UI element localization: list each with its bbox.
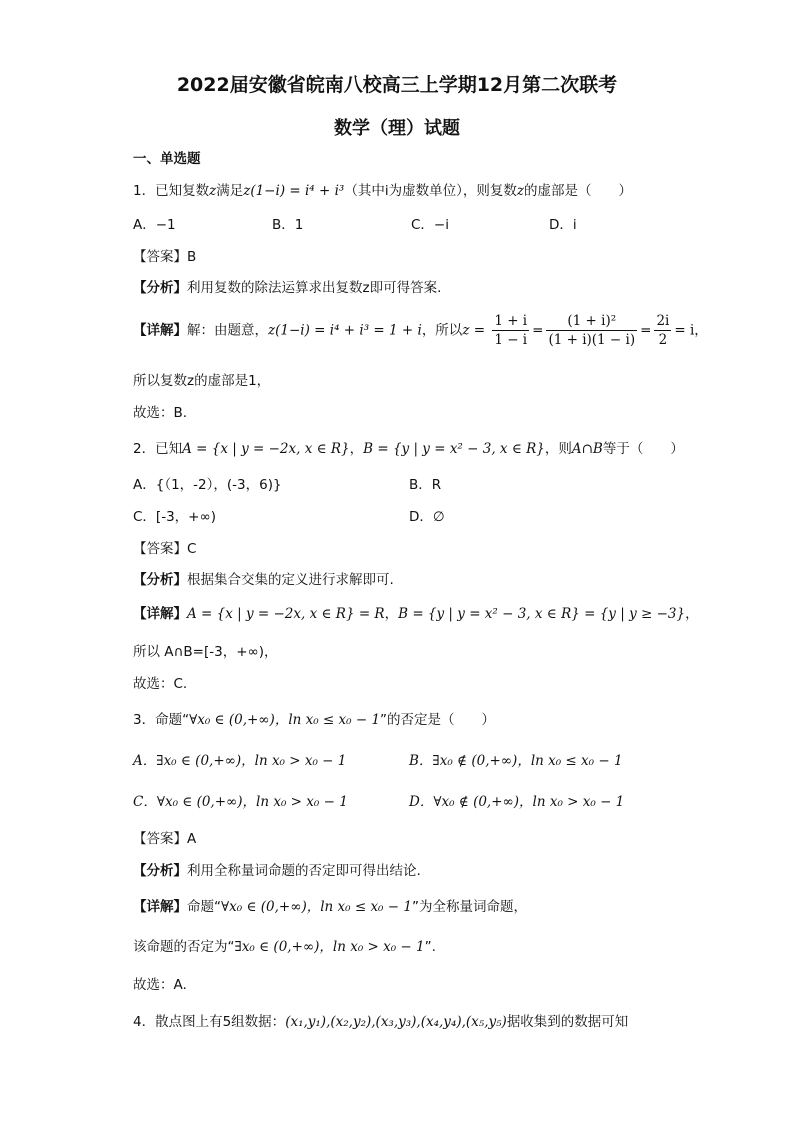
q2-conclusion: 所以 A∩B=[-3，+∞)， [133, 644, 278, 660]
q3-detail: 【详解】命题“∀x₀ ∈ (0,+∞)，ln x₀ ≤ x₀ − 1”为全称量词命题， [133, 899, 527, 915]
q3-choose: 故选：A. [133, 977, 187, 993]
q2-option-d: D．∅ [409, 509, 445, 525]
q1-stem: 1．已知复数z满足z(1−i) = i⁴ + i³（其中i为虚数单位），则复数z的虚部是（ ） [133, 183, 632, 199]
q3-answer: 【答案】A [133, 831, 197, 847]
q2-option-b: B．R [409, 477, 442, 493]
q3-option-a: A．∃x₀ ∈ (0,+∞)，ln x₀ > x₀ − 1 [133, 753, 347, 769]
q1-analysis: 【分析】利用复数的除法运算求出复数z即可得答案. [133, 280, 442, 296]
section-heading: 一、单选题 [133, 151, 201, 167]
q3-analysis: 【分析】利用全称量词命题的否定即可得出结论. [133, 863, 421, 879]
q3-negation: 该命题的否定为“∃x₀ ∈ (0,+∞)，ln x₀ > x₀ − 1”. [133, 939, 436, 955]
q1-option-c: C．−i [411, 217, 449, 233]
q2-stem: 2．已知A = {x | y = −2x, x ∈ R}，B = {y | y = x² − 3, x ∈ R}，则A∩B等于（ ） [133, 441, 684, 457]
q2-option-a: A．{（1，-2），(-3，6)} [133, 477, 282, 493]
q2-detail: 【详解】A = {x | y = −2x, x ∈ R} = R，B = {y | y = x² − 3, x ∈ R} = {y | y ≥ −3}， [133, 606, 699, 622]
q3-stem: 3．命题“∀x₀ ∈ (0,+∞)，ln x₀ ≤ x₀ − 1”的否定是（ ） [133, 712, 496, 728]
q3-option-b: B．∃x₀ ∉ (0,+∞)，ln x₀ ≤ x₀ − 1 [409, 753, 623, 769]
q1-conclusion: 所以复数z的虚部是1， [133, 373, 271, 389]
q1-fraction-3: $\frac{2i}{2}$ [656, 313, 670, 348]
document-title: 2022届安徽省皖南八校高三上学期12月第二次联考 [176, 74, 618, 96]
q1-fraction-2: $\frac{\text{(1 + i)²}}{(1 + i)(1 - i)}$ [548, 313, 636, 348]
q1-choose: 故选：B. [133, 405, 188, 421]
q2-options-row2 [133, 505, 693, 525]
q4-stem: 4．散点图上有5组数据：(x₁,y₁),(x₂,y₂),(x₃,y₃),(x₄,y₄),(x₅,y₅)据收集到的数据可知 [133, 1014, 629, 1030]
q2-answer: 【答案】C [133, 541, 197, 557]
q2-options-row1 [133, 473, 693, 493]
q1-option-b: B．1 [272, 217, 304, 233]
q1-detail: 【详解】解：由题意，z(1−i) = i⁴ + i³ = 1 + i，所以z = $\frac{1 + i}{1 - i}$ = $\frac{\text{(1 + i)²}}{(1 + i)(1 - i)}$ = $\frac{2i}{2}$ = i， [133, 313, 708, 348]
q2-choose: 故选：C. [133, 676, 188, 692]
q2-analysis: 【分析】根据集合交集的定义进行求解即可. [133, 572, 394, 588]
q2-option-c: C．[-3，+∞) [133, 509, 216, 525]
q3-options-row2 [133, 790, 693, 810]
q3-option-c: C．∀x₀ ∈ (0,+∞)，ln x₀ > x₀ − 1 [133, 794, 348, 810]
q1-answer: 【答案】B [133, 249, 197, 265]
q3-options-row1 [133, 749, 693, 769]
q1-fraction-1: $\frac{1 + i}{1 - i}$ [494, 313, 528, 348]
q1-option-d: D．i [549, 217, 577, 233]
q1-options [133, 213, 733, 233]
q3-option-d: D．∀x₀ ∉ (0,+∞)，ln x₀ > x₀ − 1 [409, 794, 625, 810]
document-subtitle: 数学（理）试题 [334, 118, 460, 139]
q1-option-a: A．−1 [133, 217, 176, 233]
